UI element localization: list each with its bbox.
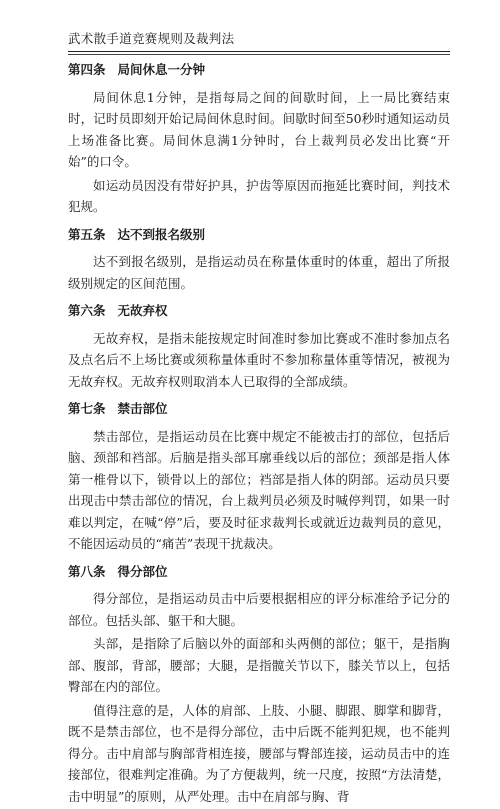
paragraph: 值得注意的是，人体的肩部、上肢、小腿、脚跟、脚掌和脚背，既不是禁击部位，也不是得分部位，击中后既不能判犯规，也不能判得分。击中肩部与胸部背相连接，腰部与臀部连接，运动员击中的连接部位，很难判定准确。为了方便裁判，统一尺度，按照“方法清楚，击中明显”的原则，从严处理。击中在肩部与胸、背 xyxy=(68,702,450,804)
paragraph: 达不到报名级别，是指运动员在称量体重时的体重，超出了所报级别规定的区间范围。 xyxy=(68,254,450,291)
section-number: 第五条 xyxy=(68,226,106,242)
paragraph: 头部，是指除了后脑以外的面部和头两侧的部位；躯干，是指胸部、腹部，背部，腰部；大腿，是指髋关节以下，膝关节以上，包括臀部在内的部位。 xyxy=(68,636,450,694)
section-title: 局间休息一分钟 xyxy=(117,62,206,77)
section-number: 第六条 xyxy=(68,303,106,318)
running-header: 武术散手道竞赛规则及裁判法 xyxy=(68,31,235,46)
section-6 xyxy=(68,300,450,392)
section-heading xyxy=(68,561,450,583)
section-heading xyxy=(68,300,450,322)
section-4 xyxy=(68,59,450,218)
section-heading xyxy=(68,398,450,420)
section-title: 得分部位 xyxy=(117,563,168,579)
paragraph: 无故弃权，是指未能按规定时间准时参加比赛或不准时参加点名及点名后不上场比赛或须称量体重时不参加称量体重等情况，被视为无故弃权。无故弃权则取消本人已取得的全部成绩。 xyxy=(68,330,450,389)
section-heading xyxy=(68,224,450,246)
section-heading xyxy=(68,59,450,81)
body-text xyxy=(68,59,450,809)
paragraph: 如运动员因没有带好护具，护齿等原因而拖延比赛时间，判技术犯规。 xyxy=(68,177,450,214)
section-title: 无故弃权 xyxy=(117,303,168,318)
section-title: 达不到报名级别 xyxy=(117,226,206,242)
section-number: 第四条 xyxy=(68,62,106,77)
section-number: 第七条 xyxy=(68,401,106,416)
paragraph: 禁击部位，是指运动员在比赛中规定不能被击打的部位，包括后脑、颈部和裆部。后脑是指头部耳廓垂线以后的部位；颈部是指人体第一椎骨以下，锁骨以上的部位；裆部是指人体的阴部。运动员只要出现击中禁击部位的情况，台上裁判员必须及时喊停判罚，如果一时难以判定，在喊“停”后，要及时征求裁判长或就近边裁判员的意见，不能因运动员的“痛苦”表现干扰裁决。 xyxy=(68,428,450,551)
header-rule xyxy=(68,51,450,52)
paragraph: 得分部位，是指运动员击中后要根据相应的评分标准给予记分的部位。包括头部、躯干和大腿。 xyxy=(68,591,450,628)
paragraph: 局间休息1分钟，是指每局之间的间歇时间，上一局比赛结束时，记时员即刻开始记局间休息时间。间歇时间至50秒时通知运动员上场准备比赛。局间休息满1分钟时，台上裁判员必发出比赛“开始”的口令。 xyxy=(68,89,450,169)
section-8 xyxy=(68,561,450,808)
header-rule-thin xyxy=(68,54,450,55)
section-7 xyxy=(68,398,450,555)
section-title: 禁击部位 xyxy=(117,401,168,416)
section-number: 第八条 xyxy=(68,563,106,579)
section-5 xyxy=(68,224,450,295)
